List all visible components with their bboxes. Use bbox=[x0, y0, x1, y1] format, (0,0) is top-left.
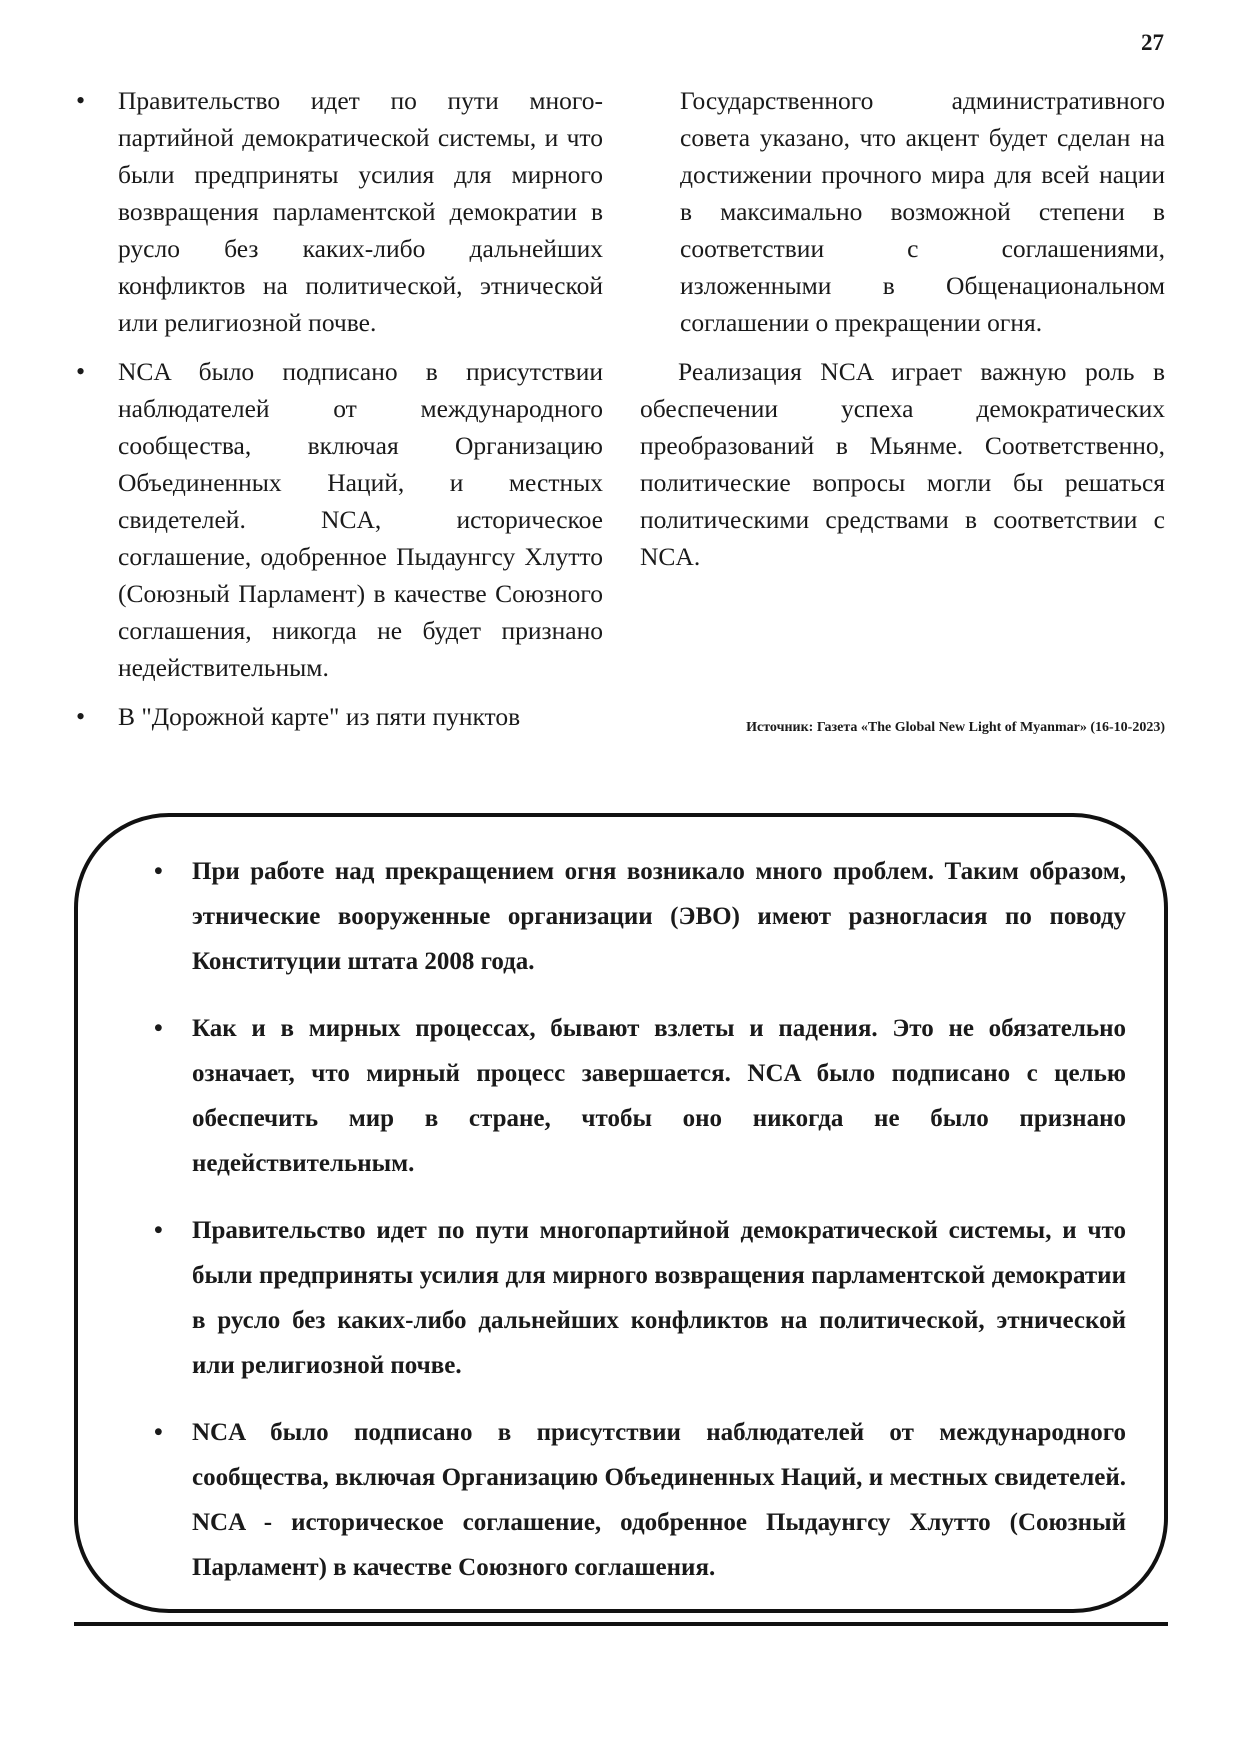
frame-bullet-item: • При работе над прекращением огня возникало много проблем. Таким образом, этнические вооруженные организации (ЭВО) имеют разногласия по поводу Конституции штата 2008 года. bbox=[154, 849, 1126, 984]
summary-frame bbox=[74, 813, 1168, 1613]
bullet-continuation-text: Государственного административного совета указано, что акцент будет сделан на достижении прочного мира для всей нации в максимально возможной степени в соответствии с соглашениями, изложенными в Общенациональном соглашении о прекращении огня. bbox=[680, 86, 1165, 337]
left-bullet-item: • Правительство идет по пути много-партийной демократической системы, и что были предприняты усилия для мирного возвращения парламентской демократии в русло без каких-либо дальнейших конфликтов на политической, этнической или религиозной почве. bbox=[70, 82, 603, 341]
body-paragraph: Реализация NCA играет важную роль в обеспечении успеха демократических преобразований в Мьянме. Соответственно, политические вопросы могли бы решаться политическими средствами в соответствии с NCA. bbox=[640, 357, 1165, 571]
frame-bullet-item: • Как и в мирных процессах, бывают взлеты и падения. Это не обязательно означает, что мирный процесс завершается. NCA было подписано с целью обеспечить мир в стране, чтобы оно никогда не было признано недействительным. bbox=[154, 1006, 1126, 1186]
frame-bullet-item: • NCA было подписано в присутствии наблюдателей от международного сообщества, включая Организацию Объединенных Наций, и местных свидетелей. NCA - историческое соглашение, одобренное Пыдаунгсу Хлутто (Союзный Парламент) в качестве Союзного соглашения. bbox=[154, 1410, 1126, 1590]
left-bullet-list bbox=[70, 82, 603, 735]
frame-bullet-item: • Правительство идет по пути многопартийной демократической системы, и что были предприняты усилия для мирного возвращения парламентской демократии в русло без каких-либо дальнейших конфликтов на политической, этнической или религиозной почве. bbox=[154, 1208, 1126, 1388]
frame-bullet-list bbox=[154, 849, 1126, 1612]
left-bullet-item: • NCA было подписано в присутствии наблюдателей от международного сообщества, включая Организацию Объединенных Наций, и местных свидетелей. NCA, историческое соглашение, одобренное Пыдаунгсу Хлутто (Союзный Парламент) в качестве Союзного соглашения, никогда не будет признано недействительным. bbox=[70, 353, 603, 686]
left-bullet-item: • В "Дорожной карте" из пяти пунктов bbox=[70, 698, 603, 735]
page-number: 27 bbox=[1141, 30, 1164, 55]
right-column bbox=[640, 82, 1165, 587]
bottom-rule bbox=[74, 1622, 1168, 1626]
left-column bbox=[70, 82, 603, 747]
source-note: Источник: Газета «The Global New Light of Myanmar» (16-10-2023) bbox=[746, 720, 1165, 735]
